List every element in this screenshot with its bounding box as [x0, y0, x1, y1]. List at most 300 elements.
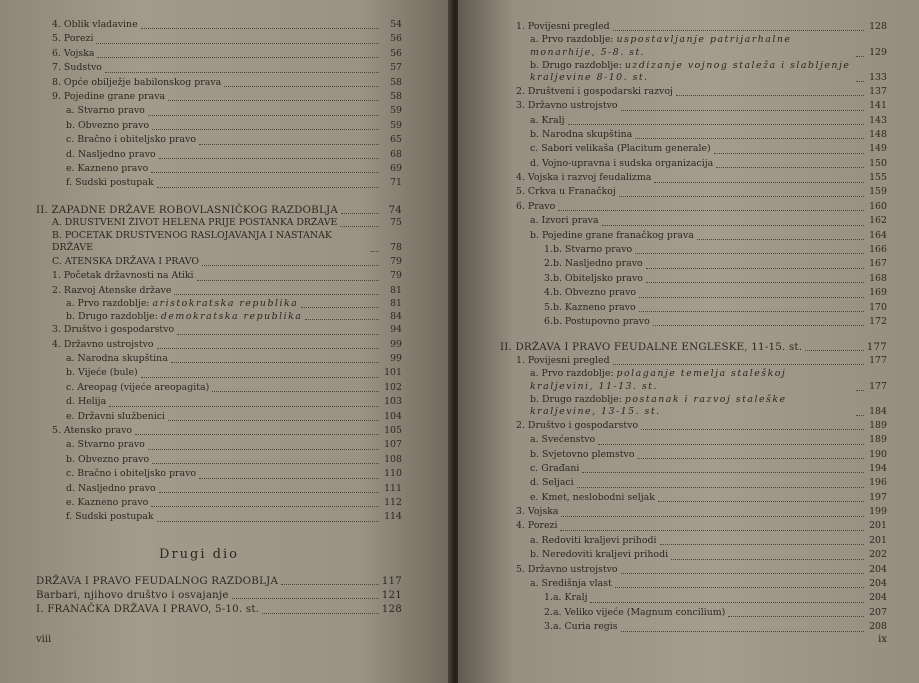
toc-entry-title — [516, 185, 616, 199]
toc-entry-page: 74 — [388, 203, 402, 216]
dot-leader — [159, 492, 379, 493]
dot-leader — [157, 187, 379, 188]
toc-entry — [36, 352, 402, 366]
dot-leader — [714, 153, 864, 154]
toc-entry-page: 111 — [384, 482, 402, 494]
toc-entry — [36, 133, 402, 147]
toc-entry-page: 81 — [390, 284, 402, 296]
toc-entry — [36, 104, 402, 118]
toc-entry — [36, 366, 402, 380]
toc-entry — [36, 90, 402, 104]
toc-entry-page: 99 — [390, 338, 402, 350]
toc-entry-label: 3.b. Obiteljsko pravo — [544, 272, 643, 284]
toc-entry-title — [530, 534, 657, 548]
toc-entry-label: 2.a. Veliko vijeće (Magnum concilium) — [544, 606, 726, 618]
toc-entry — [36, 574, 402, 588]
toc-entry-page: 177 — [869, 380, 887, 392]
toc-entry-label: C. ATENSKA DRŽAVA I PRAVO — [52, 255, 200, 267]
dot-leader — [199, 478, 379, 479]
toc-entry-title — [66, 133, 196, 147]
dot-leader — [646, 282, 864, 283]
dot-leader — [371, 251, 379, 252]
toc-entry-title — [516, 419, 638, 433]
toc-entry-page: 149 — [869, 143, 887, 155]
toc-entry — [36, 162, 402, 176]
dot-leader — [639, 311, 864, 312]
toc-entry-title — [530, 229, 694, 243]
toc-list-left-mid — [36, 203, 402, 525]
toc-entry-label: a. Stvarno pravo — [66, 439, 145, 451]
toc-entry — [36, 588, 402, 602]
dot-leader — [232, 598, 379, 599]
toc-entry-label: c. Areopag (vijeće areopagita) — [66, 381, 210, 393]
toc-entry-label: 3. Društvo i gospodarstvo — [52, 324, 175, 336]
toc-entry-page: 57 — [390, 62, 402, 74]
toc-entry-title — [530, 128, 632, 142]
toc-entry-title — [66, 410, 165, 424]
toc-entry-page: 208 — [869, 621, 887, 633]
toc-entry-page: 201 — [869, 534, 887, 546]
toc-entry-label: f. Sudski postupak — [66, 511, 154, 523]
dot-leader — [635, 138, 864, 139]
dot-leader — [568, 124, 864, 125]
toc-entry-title — [530, 142, 711, 156]
toc-entry-label: 5.b. Kazneno pravo — [544, 301, 636, 313]
dot-leader — [602, 225, 864, 226]
dot-leader — [148, 115, 379, 116]
toc-entry-title — [52, 217, 337, 230]
dot-leader — [621, 573, 864, 574]
toc-entry-title — [544, 606, 725, 620]
toc-entry-page: 79 — [390, 270, 402, 282]
dot-leader — [152, 129, 379, 130]
toc-entry-page: 160 — [869, 200, 887, 212]
toc-entry-label: b. Obvezno pravo — [66, 119, 150, 131]
toc-entry-title — [66, 176, 154, 190]
toc-entry — [36, 410, 402, 424]
folio-left: viii — [36, 634, 52, 645]
toc-entry — [36, 438, 402, 452]
dot-leader — [105, 72, 379, 73]
toc-entry-label: d. Nasljedno pravo — [66, 148, 156, 160]
toc-entry-title — [36, 574, 278, 588]
toc-entry-title — [530, 433, 595, 447]
dot-leader — [856, 415, 864, 416]
toc-entry — [36, 311, 402, 324]
dot-leader — [157, 348, 379, 349]
toc-entry-label: 3.a. Curia regis — [544, 621, 618, 633]
toc-entry-label: 5. Porezi — [52, 33, 94, 45]
toc-entry-label: 5. Crkva u Franačkoj — [516, 186, 616, 198]
toc-entry — [36, 298, 402, 311]
toc-entry-label: a. Izvori prava — [530, 215, 599, 227]
dot-leader — [340, 226, 379, 227]
toc-entry — [36, 203, 402, 217]
toc-entry-page: 204 — [869, 563, 887, 575]
toc-entry-page: 58 — [390, 90, 402, 102]
toc-entry — [500, 341, 887, 354]
toc-entry-title — [52, 338, 154, 352]
toc-entry-label: a. Prvo razdoblje: — [530, 368, 617, 380]
toc-entry-title — [66, 453, 149, 467]
toc-entry-page: 128 — [869, 20, 887, 32]
toc-entry-page: 201 — [869, 520, 887, 532]
toc-entry — [36, 395, 402, 409]
toc-entry — [500, 60, 887, 85]
toc-entry-title — [66, 352, 168, 366]
toc-entry-title — [516, 20, 610, 34]
toc-entry-label: 2.b. Nasljedno pravo — [544, 258, 643, 270]
toc-entry-page: 71 — [390, 177, 402, 189]
toc-entry-page: 129 — [869, 46, 887, 58]
toc-entry-label: b. Vijeće (bule) — [66, 367, 138, 379]
toc-list-right-top — [500, 20, 887, 329]
dot-leader — [621, 631, 864, 632]
toc-entry-title — [66, 467, 196, 481]
toc-entry-title — [530, 476, 574, 490]
toc-entry-page: 107 — [384, 439, 402, 451]
toc-entry-label: b. Narodna skupština — [530, 128, 633, 140]
toc-entry — [500, 34, 887, 59]
dot-leader — [654, 182, 864, 183]
toc-entry-title — [516, 354, 610, 368]
dot-leader — [199, 144, 379, 145]
toc-entry — [36, 467, 402, 481]
dot-leader — [653, 325, 864, 326]
toc-entry — [500, 491, 887, 505]
toc-entry-page: 199 — [869, 506, 887, 518]
toc-entry-page: 59 — [390, 105, 402, 117]
toc-entry — [36, 338, 402, 352]
dot-leader — [135, 434, 379, 435]
toc-entry — [36, 602, 402, 616]
toc-entry — [36, 76, 402, 90]
toc-entry — [500, 171, 887, 185]
toc-entry-title — [516, 505, 558, 519]
dot-leader — [658, 501, 864, 502]
dot-leader — [728, 616, 864, 617]
toc-entry — [36, 230, 402, 255]
toc-entry-title — [52, 76, 221, 90]
part-heading: Drugi dio — [159, 546, 239, 562]
toc-entry-label: B. POČETAK DRUŠTVENOG RASLOJAVANJA I NASTANAK DRŽAVE — [52, 229, 332, 254]
toc-entry — [500, 200, 887, 214]
dot-leader — [141, 377, 379, 378]
toc-entry-page: 75 — [390, 217, 402, 229]
toc-entry — [500, 606, 887, 620]
toc-entry-title — [530, 34, 853, 59]
toc-entry-title — [530, 462, 579, 476]
toc-entry-label: d. Nasljedno pravo — [66, 482, 156, 494]
dot-leader — [856, 390, 864, 391]
toc-entry-page: 204 — [869, 578, 887, 590]
toc-entry-page: 59 — [390, 119, 402, 131]
toc-entry-title — [530, 114, 565, 128]
dot-leader — [341, 213, 379, 214]
dot-leader — [671, 559, 864, 560]
dot-leader — [141, 28, 379, 29]
toc-entry-title — [52, 269, 194, 283]
toc-entry-emphasis: polaganje temelja staleškoj kraljevini, 11-13. st. — [530, 368, 787, 392]
toc-entry — [500, 243, 887, 257]
toc-entry-emphasis: aristokratska republika — [152, 298, 299, 310]
toc-entry — [500, 257, 887, 271]
toc-entry — [36, 424, 402, 438]
dot-leader — [619, 196, 864, 197]
toc-entry-label: a. Svećenstvo — [530, 434, 596, 446]
toc-entry-page: 68 — [390, 148, 402, 160]
toc-entry-emphasis: uspostavljanje patrijarhalne monarhije, 5-8. st. — [530, 34, 792, 58]
toc-entry-page: 155 — [869, 172, 887, 184]
dot-leader — [224, 86, 379, 87]
toc-entry — [36, 176, 402, 190]
toc-entry-title — [66, 395, 106, 409]
toc-entry-label: a. Središnja vlast — [530, 578, 612, 590]
toc-entry-title — [66, 510, 154, 524]
toc-entry-label: 1. Početak državnosti na Atiki — [52, 270, 194, 282]
toc-entry-label: a. Stvarno pravo — [66, 105, 145, 117]
toc-entry — [500, 114, 887, 128]
toc-entry-page: 56 — [390, 33, 402, 45]
toc-entry-title — [66, 119, 149, 133]
toc-entry — [36, 47, 402, 61]
toc-entry — [500, 433, 887, 447]
toc-entry-page: 110 — [384, 468, 402, 480]
toc-entry-label: f. Sudski postupak — [66, 177, 154, 189]
toc-entry-title — [544, 301, 636, 315]
toc-entry-page: 54 — [390, 18, 402, 30]
toc-entry-title — [66, 438, 145, 452]
toc-entry-title — [52, 323, 174, 337]
toc-entry — [36, 284, 402, 298]
toc-entry-label: a. Narodna skupština — [66, 352, 168, 364]
dot-leader — [856, 56, 864, 57]
toc-entry-label: d. Seljaci — [530, 477, 574, 489]
toc-entry-title — [544, 257, 643, 271]
toc-entry-label: b. Neredoviti kraljevi prihodi — [530, 549, 669, 561]
toc-entry-label: Barbari, njihovo društvo i osvajanje — [36, 589, 229, 602]
dot-leader — [856, 81, 864, 82]
toc-entry-emphasis: demokratska republika — [160, 310, 303, 322]
toc-entry-page: 159 — [869, 186, 887, 198]
toc-entry-page: 168 — [869, 272, 887, 284]
toc-entry-title — [66, 496, 148, 510]
toc-entry-label: 7. Sudstvo — [52, 62, 102, 74]
dot-leader — [676, 95, 864, 96]
toc-entry — [500, 214, 887, 228]
dot-leader — [305, 319, 379, 320]
folio-right: ix — [878, 634, 887, 645]
toc-list-left-top — [36, 18, 402, 191]
toc-entry-title — [516, 171, 651, 185]
toc-entry-page: 69 — [390, 162, 402, 174]
toc-entry-title — [52, 61, 102, 75]
toc-entry-page: 189 — [869, 434, 887, 446]
toc-entry-label: a. Redoviti kraljevi prihodi — [530, 534, 657, 546]
toc-entry-title — [66, 162, 148, 176]
toc-entry-label: b. Pojedine grane franačkog prava — [530, 229, 694, 241]
toc-entry-label: e. Kmet, neslobodni seljak — [530, 491, 655, 503]
toc-entry-page: 112 — [384, 496, 402, 508]
toc-entry-title — [36, 203, 338, 217]
dot-leader — [177, 334, 379, 335]
toc-entry-page: 99 — [390, 352, 402, 364]
dot-leader — [152, 463, 379, 464]
toc-entry-label: a. Prvo razdoblje: — [66, 298, 153, 310]
toc-entry-label: 4. Državno ustrojstvo — [52, 338, 154, 350]
toc-entry — [36, 119, 402, 133]
toc-entry — [36, 510, 402, 524]
toc-entry-title — [52, 47, 94, 61]
toc-entry-title — [66, 148, 156, 162]
dot-leader — [582, 472, 864, 473]
toc-entry-page: 184 — [869, 406, 887, 418]
toc-entry-page: 162 — [869, 215, 887, 227]
toc-entry-title — [516, 563, 618, 577]
toc-entry-label: 4.b. Obvezno pravo — [544, 287, 637, 299]
toc-entry-label: 6. Vojska — [52, 47, 95, 59]
toc-entry — [36, 323, 402, 337]
toc-entry-page: 114 — [384, 511, 402, 523]
toc-entry-page: 196 — [869, 477, 887, 489]
dot-leader — [646, 268, 864, 269]
toc-entry-label: I. FRANAČKA DRŽAVA I PRAVO, 5-10. st. — [36, 603, 260, 616]
toc-entry-page: 150 — [869, 157, 887, 169]
toc-entry-page: 108 — [384, 453, 402, 465]
dot-leader — [212, 391, 379, 392]
toc-entry-label: 1.a. Kralj — [544, 592, 588, 604]
toc-entry-page: 148 — [869, 128, 887, 140]
toc-entry-page: 84 — [390, 310, 402, 322]
toc-entry-page: 121 — [381, 589, 402, 602]
toc-entry-label: d. Vojno-upravna i sudska organizacija — [530, 157, 714, 169]
dot-leader — [615, 587, 864, 588]
dot-leader — [637, 458, 864, 459]
toc-entry — [500, 563, 887, 577]
toc-entry-label: 9. Pojedine grane prava — [52, 90, 166, 102]
toc-entry — [500, 577, 887, 591]
toc-entry-label: c. Građani — [530, 462, 580, 474]
dot-leader — [97, 57, 379, 58]
toc-entry-label: c. Bračno i obiteljsko pravo — [66, 468, 197, 480]
toc-entry-label: b. Drugo razdoblje: — [530, 393, 625, 405]
toc-entry-page: 81 — [390, 298, 402, 310]
toc-entry-title — [36, 588, 229, 602]
toc-entry — [36, 381, 402, 395]
dot-leader — [202, 265, 379, 266]
left-page — [0, 0, 452, 683]
toc-entry-page: 207 — [869, 606, 887, 618]
spacer — [36, 191, 402, 203]
toc-entry-page: 101 — [384, 367, 402, 379]
toc-entry-title — [530, 394, 853, 419]
toc-entry-title — [516, 200, 555, 214]
toc-entry-page: 172 — [869, 316, 887, 327]
toc-entry-page: 94 — [390, 324, 402, 336]
toc-entry — [500, 548, 887, 562]
toc-entry-title — [530, 368, 853, 393]
toc-list-left-bottom — [36, 574, 402, 617]
toc-list-right-bottom — [500, 341, 887, 634]
toc-entry — [500, 157, 887, 171]
toc-entry-label: c. Bračno i obiteljsko pravo — [66, 134, 197, 146]
toc-entry-page: 194 — [869, 462, 887, 474]
dot-leader — [168, 420, 379, 421]
toc-entry-title — [52, 284, 171, 298]
toc-entry — [36, 453, 402, 467]
toc-entry-page: 190 — [869, 448, 887, 460]
dot-leader — [262, 613, 379, 614]
toc-entry-title — [52, 18, 138, 32]
toc-entry-label: II. ZAPADNE DRŽAVE ROBOVLASNIČKOG RAZDOBLJA — [36, 203, 338, 216]
toc-entry-title — [66, 381, 209, 395]
toc-entry-title — [52, 230, 368, 255]
toc-entry — [500, 354, 887, 368]
toc-entry — [500, 448, 887, 462]
toc-entry — [500, 286, 887, 300]
toc-entry — [36, 255, 402, 269]
toc-entry-label: b. Drugo razdoblje: — [530, 59, 625, 71]
toc-entry-label: 1. Povijesni pregled — [516, 20, 610, 32]
toc-entry — [500, 591, 887, 605]
toc-entry-page: 104 — [384, 410, 402, 422]
dot-leader — [151, 172, 379, 173]
dot-leader — [109, 406, 379, 407]
toc-entry — [500, 85, 887, 99]
toc-entry-page: 103 — [384, 396, 402, 408]
toc-entry — [36, 217, 402, 230]
toc-entry — [500, 476, 887, 490]
dot-leader — [151, 506, 379, 507]
toc-entry — [36, 496, 402, 510]
dot-leader — [301, 307, 379, 308]
toc-entry — [500, 315, 887, 329]
toc-entry-title — [530, 577, 612, 591]
toc-entry-page: 170 — [869, 301, 887, 313]
toc-entry-label: 2. Društveni i gospodarski razvoj — [516, 85, 673, 97]
toc-entry-label: 2. Društvo i gospodarstvo — [516, 419, 639, 431]
toc-entry-page: 197 — [869, 491, 887, 503]
toc-entry-page: 189 — [869, 419, 887, 431]
toc-entry-page: 128 — [381, 603, 402, 616]
toc-entry — [500, 462, 887, 476]
toc-entry-page: 133 — [869, 72, 887, 84]
spacer — [500, 329, 887, 341]
toc-entry-title — [544, 315, 650, 329]
toc-entry-label: A. DRUŠTVENI ŽIVOT HELENA PRIJE POSTANKA DRŽAVE — [52, 217, 338, 229]
toc-entry-title — [66, 311, 302, 324]
toc-entry-title — [36, 602, 259, 616]
toc-entry — [500, 419, 887, 433]
toc-entry-title — [530, 60, 853, 85]
toc-entry — [500, 20, 887, 34]
toc-entry-page: 137 — [869, 85, 887, 97]
toc-entry — [500, 272, 887, 286]
toc-entry-title — [516, 519, 557, 533]
toc-entry-page: 202 — [869, 549, 887, 561]
toc-entry — [500, 186, 887, 200]
toc-entry-emphasis: postanak i razvoj staleške kraljevine, 13-15. st. — [530, 393, 787, 418]
toc-entry-label: II. DRŽAVA I PRAVO FEUDALNE ENGLESKE, 11-15. st. — [500, 341, 803, 354]
toc-entry-page: 204 — [869, 592, 887, 604]
toc-entry-page: 102 — [384, 381, 402, 393]
toc-entry — [500, 520, 887, 534]
toc-entry-label: 4. Vojska i razvoj feudalizma — [516, 172, 652, 184]
toc-entry-title — [52, 255, 199, 269]
toc-entry — [500, 505, 887, 519]
dot-leader — [159, 158, 379, 159]
toc-entry-title — [52, 32, 93, 46]
